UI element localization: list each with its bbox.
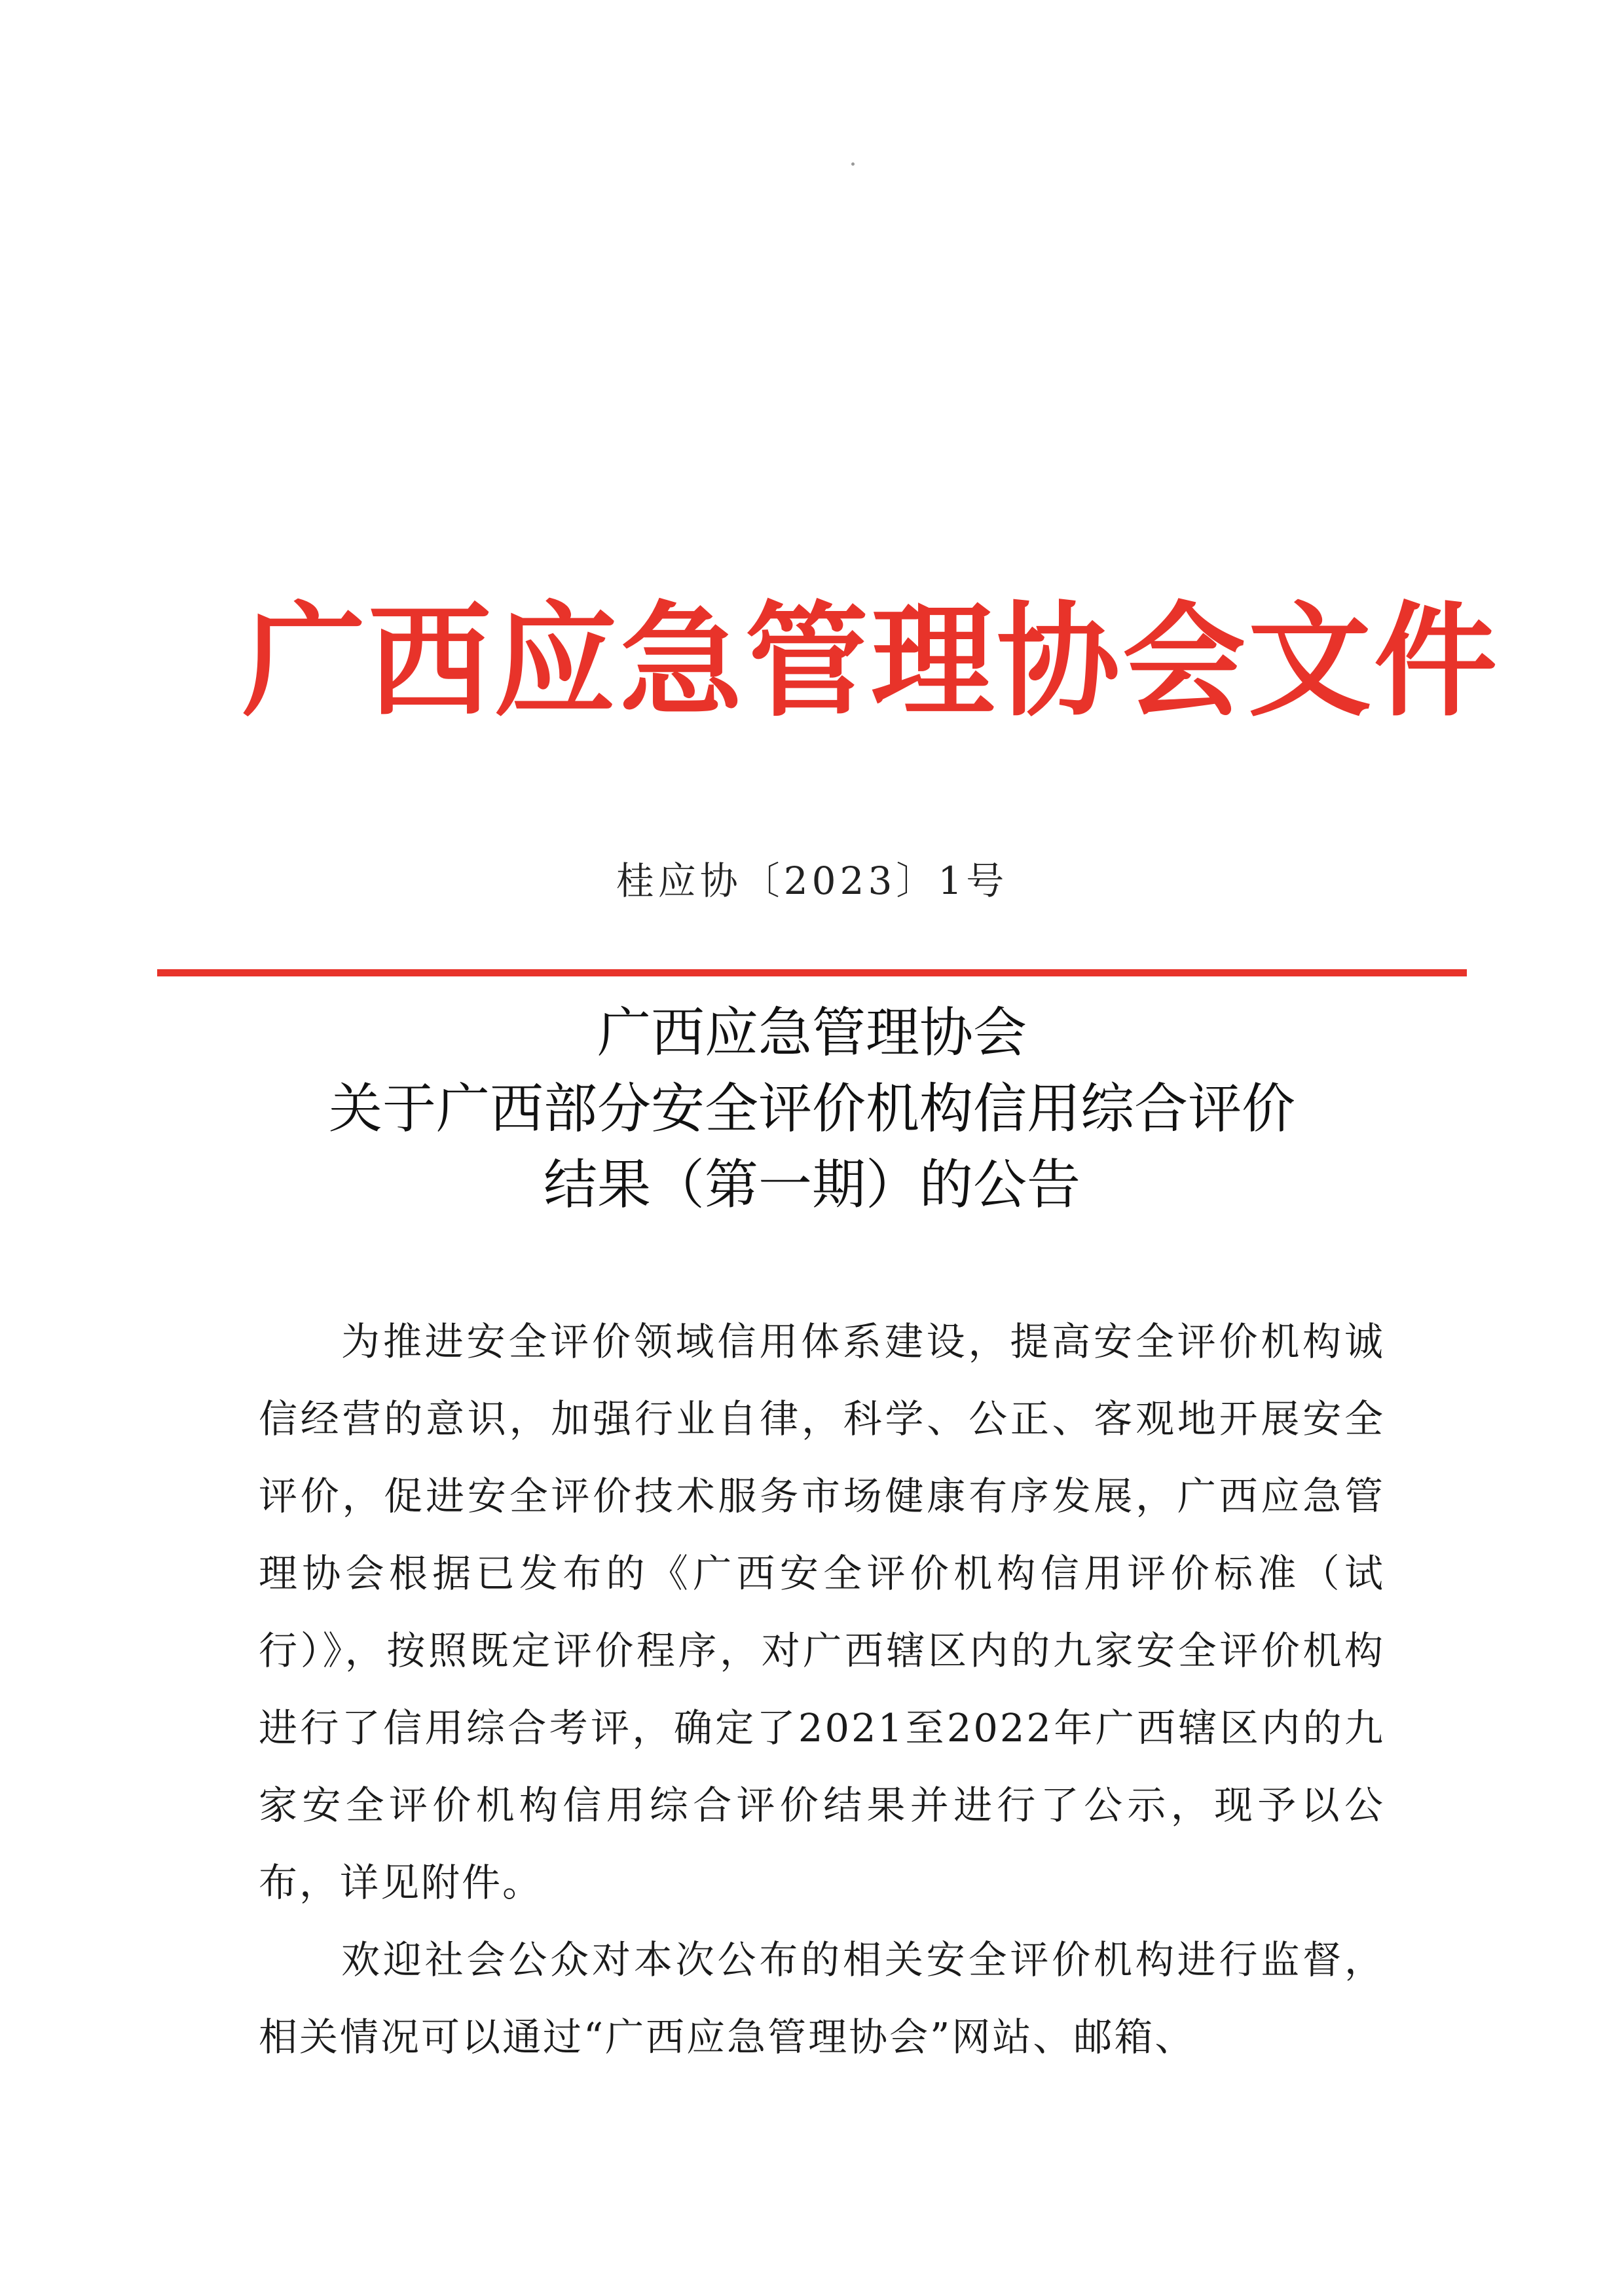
scan-speck: [851, 162, 855, 166]
body-paragraph-2: 欢迎社会公众对本次公布的相关安全评价机构进行监督，相关情况可以通过“广西应急管理协会”网站、邮箱、: [259, 1937, 1385, 2060]
body-paragraph-1: 为推进安全评价领域信用体系建设，提高安全评价机构诚信经营的意识，加强行业自律，科学、公正、客观地开展安全评价，促进安全评价技术服务市场健康有序发展，广西应急管理协会根据已发布的《广西安全评价机构信用评价标准（试行）》，按照既定评价程序，对广西辖区内的九家安全评价机构进行了信用综合考评，确定了2021至2022年广西辖区内的九家安全评价机构信用综合评价结果并进行了公示，现予以公布，详见附件。: [259, 1319, 1385, 1905]
title-line-2: 关于广西部分安全评价机构信用综合评价: [328, 1078, 1295, 1140]
document-number: 桂应协〔2023〕1号: [616, 859, 1008, 903]
title-line-1: 广西应急管理协会: [597, 1002, 1027, 1064]
red-divider-line: [157, 969, 1467, 976]
body-text: [259, 1303, 1385, 2076]
title-line-3: 结果（第一期）的公告: [543, 1154, 1080, 1216]
masthead-title: 广西应急管理协会文件: [242, 589, 1500, 733]
announcement-title: [196, 995, 1428, 1223]
